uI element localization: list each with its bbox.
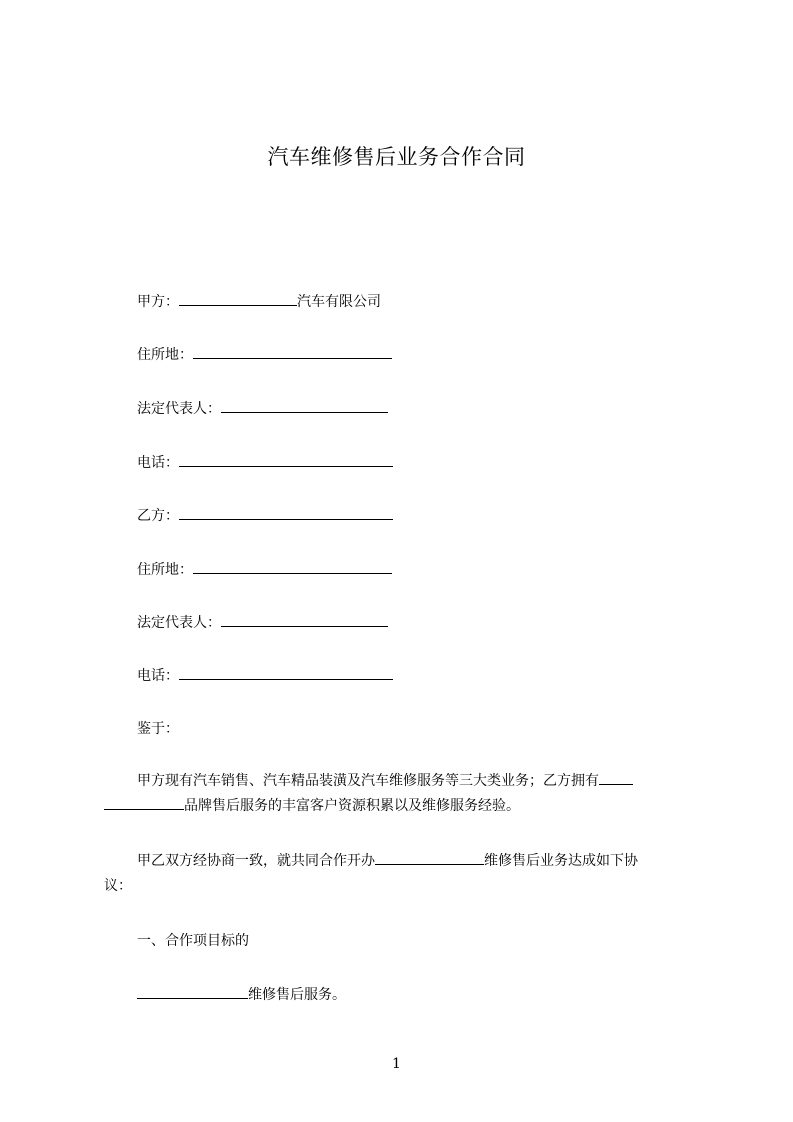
party-b-label: 乙方： (137, 508, 179, 524)
party-b-phone-blank[interactable] (179, 665, 393, 680)
brand-blank-part1[interactable] (599, 770, 633, 785)
party-b-field (137, 505, 393, 526)
party-b-rep-blank[interactable] (221, 612, 388, 627)
cooperation-brand-blank[interactable] (375, 850, 484, 865)
party-b-address-label: 住所地： (137, 562, 193, 578)
section-1-body-text: 维修售后服务。 (248, 987, 346, 1003)
party-a-address-blank[interactable] (193, 344, 392, 359)
whereas-label: 鉴于： (137, 721, 179, 737)
party-a-phone-label: 电话： (137, 455, 179, 471)
party-a-phone-blank[interactable] (179, 452, 393, 467)
party-b-phone-field (137, 665, 393, 686)
party-b-rep-label: 法定代表人： (137, 615, 221, 631)
party-a-field (137, 291, 381, 312)
party-a-company-suffix: 汽车有限公司 (297, 294, 381, 310)
paragraph-whereas (104, 769, 704, 819)
party-a-phone-field (137, 452, 393, 473)
paragraph-agreement-line2: 议： (104, 878, 132, 894)
party-b-address-blank[interactable] (193, 559, 392, 574)
party-a-rep-field (137, 398, 388, 419)
service-brand-blank[interactable] (137, 984, 248, 999)
section-1-heading: 一、合作项目标的 (137, 933, 249, 949)
paragraph-agreement-suffix: 维修售后业务达成如下协 (484, 853, 638, 869)
party-b-address-field (137, 559, 392, 580)
party-a-name-blank[interactable] (179, 291, 297, 306)
party-a-address-field (137, 344, 392, 365)
party-a-rep-label: 法定代表人： (137, 401, 221, 417)
page-number: 1 (392, 1056, 401, 1072)
party-b-name-blank[interactable] (179, 505, 393, 520)
paragraph-agreement (104, 849, 704, 899)
party-a-rep-blank[interactable] (221, 398, 388, 413)
document-title: 汽车维修售后业务合作合同 (267, 145, 526, 169)
party-b-rep-field (137, 612, 388, 633)
paragraph-whereas-line2: 品牌售后服务的丰富客户资源积累以及维修服务经验。 (184, 798, 520, 814)
section-1-body (137, 984, 346, 1005)
party-a-address-label: 住所地： (137, 347, 193, 363)
brand-blank-part2[interactable] (104, 795, 184, 810)
paragraph-agreement-prefix: 甲乙双方经协商一致，就共同合作开办 (137, 853, 375, 869)
party-b-phone-label: 电话： (137, 668, 179, 684)
paragraph-whereas-line1: 甲方现有汽车销售、汽车精品装潢及汽车维修服务等三大类业务；乙方拥有 (137, 773, 599, 789)
party-a-label: 甲方： (137, 294, 179, 310)
